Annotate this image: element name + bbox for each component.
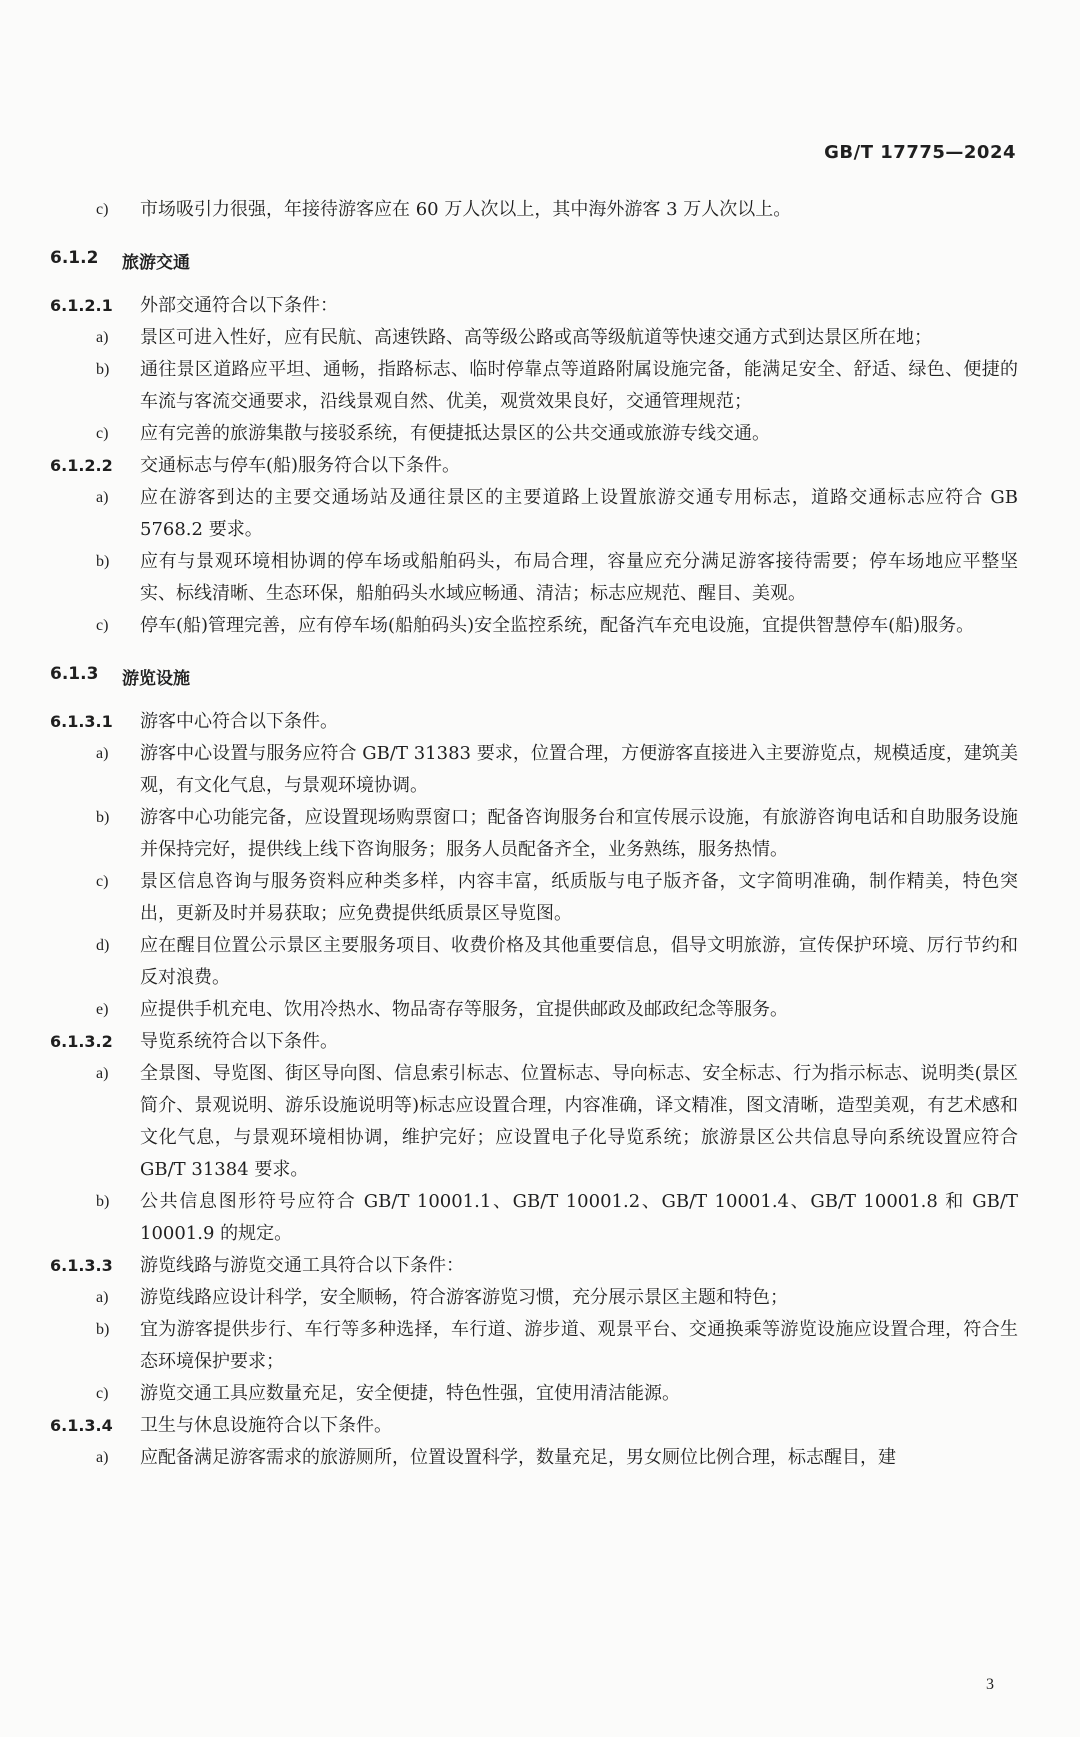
- item-marker: a): [96, 489, 109, 506]
- clause-text: 卫生与休息设施符合以下条件。: [140, 1415, 392, 1436]
- item-text: 通往景区道路应平坦、通畅，指路标志、临时停靠点等道路附属设施完备，能满足安全、舒适、绿色、便捷的车流与客流交通要求，沿线景观自然、优美，观赏效果良好，交通管理规范；: [140, 359, 1018, 412]
- item-marker: b): [96, 361, 110, 378]
- clause-text: 导览系统符合以下条件。: [140, 1031, 338, 1052]
- section-title: 旅游交通: [122, 253, 190, 273]
- clause-number: 6.1.3.4: [50, 1416, 113, 1435]
- clause-text: 交通标志与停车(船)服务符合以下条件。: [140, 455, 461, 476]
- clause-number: 6.1.2.1: [50, 296, 113, 315]
- section-number: 6.1.3: [50, 664, 99, 684]
- item-marker: b): [96, 1193, 110, 1210]
- item-text: 应有完善的旅游集散与接驳系统，有便捷抵达景区的公共交通或旅游专线交通。: [140, 423, 770, 444]
- item-text: 全景图、导览图、街区导向图、信息索引标志、位置标志、导向标志、安全标志、行为指示标志、说明类(景区简介、景观说明、游乐设施说明等)标志应设置合理，内容准确，译文精准，图文清晰，造型美观，有艺术感和文化气息，与景观环境相协调，维护完好；应设置电子化导览系统；旅游景区公共信息导向系统设置应符合 GB/T 31384 要求。: [140, 1063, 1018, 1180]
- clause-number: 6.1.3.3: [50, 1256, 113, 1275]
- item-text: 景区信息咨询与服务资料应种类多样，内容丰富，纸质版与电子版齐备，文字简明准确，制作精美，特色突出，更新及时并易获取；应免费提供纸质景区导览图。: [140, 871, 1018, 924]
- item-text: 游客中心功能完备，应设置现场购票窗口；配备咨询服务台和宣传展示设施，有旅游咨询电话和自助服务设施并保持完好，提供线上线下咨询服务；服务人员配备齐全，业务熟练，服务热情。: [140, 807, 1018, 860]
- item-text: 停车(船)管理完善，应有停车场(船舶码头)安全监控系统，配备汽车充电设施，宜提供智慧停车(船)服务。: [140, 615, 975, 636]
- item-marker: a): [96, 1065, 109, 1082]
- list-item: [0, 194, 1080, 226]
- clause: [0, 1026, 1080, 1058]
- item-marker: c): [96, 617, 109, 634]
- section-heading: [0, 660, 1080, 690]
- item-marker: e): [96, 1001, 109, 1018]
- clause: [0, 1410, 1080, 1442]
- item-marker: c): [96, 201, 109, 218]
- list-item: [0, 1058, 1080, 1186]
- item-text: 市场吸引力很强，年接待游客应在 60 万人次以上，其中海外游客 3 万人次以上。: [140, 199, 792, 220]
- page-number: 3: [986, 1676, 994, 1693]
- list-item: [0, 482, 1080, 546]
- item-marker: b): [96, 553, 110, 570]
- list-item: [0, 1314, 1080, 1378]
- list-item: [0, 802, 1080, 866]
- item-text: 景区可进入性好，应有民航、高速铁路、高等级公路或高等级航道等快速交通方式到达景区所在地；: [140, 327, 932, 348]
- clause-number: 6.1.3.2: [50, 1032, 113, 1051]
- list-item: [0, 994, 1080, 1026]
- list-item: [0, 546, 1080, 610]
- list-item: [0, 1442, 1080, 1474]
- standard-number-header: GB/T 17775—2024: [824, 142, 1016, 163]
- list-item: [0, 1282, 1080, 1314]
- item-marker: a): [96, 1449, 109, 1466]
- clause: [0, 1250, 1080, 1282]
- item-marker: b): [96, 1321, 110, 1338]
- item-marker: c): [96, 425, 109, 442]
- list-item: [0, 1378, 1080, 1410]
- section-number: 6.1.2: [50, 248, 99, 268]
- page-content: [0, 194, 1080, 1474]
- item-text: 公共信息图形符号应符合 GB/T 10001.1、GB/T 10001.2、GB/T 10001.4、GB/T 10001.8 和 GB/T 10001.9 的规定。: [140, 1191, 1018, 1244]
- clause-text: 游客中心符合以下条件。: [140, 711, 338, 732]
- list-item: [0, 322, 1080, 354]
- item-text: 游客中心设置与服务应符合 GB/T 31383 要求，位置合理，方便游客直接进入主要游览点，规模适度，建筑美观，有文化气息，与景观环境协调。: [140, 743, 1018, 796]
- item-text: 应提供手机充电、饮用冷热水、物品寄存等服务，宜提供邮政及邮政纪念等服务。: [140, 999, 788, 1020]
- item-text: 游览线路应设计科学，安全顺畅，符合游客游览习惯，充分展示景区主题和特色；: [140, 1287, 788, 1308]
- list-item: [0, 418, 1080, 450]
- clause: [0, 706, 1080, 738]
- item-text: 应有与景观环境相协调的停车场或船舶码头，布局合理，容量应充分满足游客接待需要；停车场地应平整坚实、标线清晰、生态环保，船舶码头水域应畅通、清洁；标志应规范、醒目、美观。: [140, 551, 1018, 604]
- list-item: [0, 354, 1080, 418]
- item-marker: c): [96, 1385, 109, 1402]
- item-marker: a): [96, 1289, 109, 1306]
- item-text: 应在游客到达的主要交通场站及通往景区的主要道路上设置旅游交通专用标志，道路交通标志应符合 GB 5768.2 要求。: [140, 487, 1018, 540]
- section-title: 游览设施: [122, 669, 190, 689]
- clause-number: 6.1.2.2: [50, 456, 113, 475]
- clause: [0, 450, 1080, 482]
- item-text: 应配备满足游客需求的旅游厕所，位置设置科学，数量充足，男女厕位比例合理，标志醒目，建: [140, 1447, 896, 1468]
- list-item: [0, 738, 1080, 802]
- section-heading: [0, 244, 1080, 274]
- item-marker: c): [96, 873, 109, 890]
- clause: [0, 290, 1080, 322]
- item-marker: a): [96, 329, 109, 346]
- clause-text: 游览线路与游览交通工具符合以下条件：: [140, 1255, 464, 1276]
- item-text: 游览交通工具应数量充足，安全便捷，特色性强，宜使用清洁能源。: [140, 1383, 680, 1404]
- item-text: 宜为游客提供步行、车行等多种选择，车行道、游步道、观景平台、交通换乘等游览设施应设置合理，符合生态环境保护要求；: [140, 1319, 1018, 1372]
- list-item: [0, 866, 1080, 930]
- item-marker: b): [96, 809, 110, 826]
- list-item: [0, 1186, 1080, 1250]
- clause-number: 6.1.3.1: [50, 712, 113, 731]
- list-item: [0, 930, 1080, 994]
- sections-container: [0, 244, 1080, 1474]
- item-text: 应在醒目位置公示景区主要服务项目、收费价格及其他重要信息，倡导文明旅游，宣传保护环境、厉行节约和反对浪费。: [140, 935, 1018, 988]
- clause-text: 外部交通符合以下条件：: [140, 295, 338, 316]
- item-marker: d): [96, 937, 110, 954]
- list-item: [0, 610, 1080, 642]
- item-marker: a): [96, 745, 109, 762]
